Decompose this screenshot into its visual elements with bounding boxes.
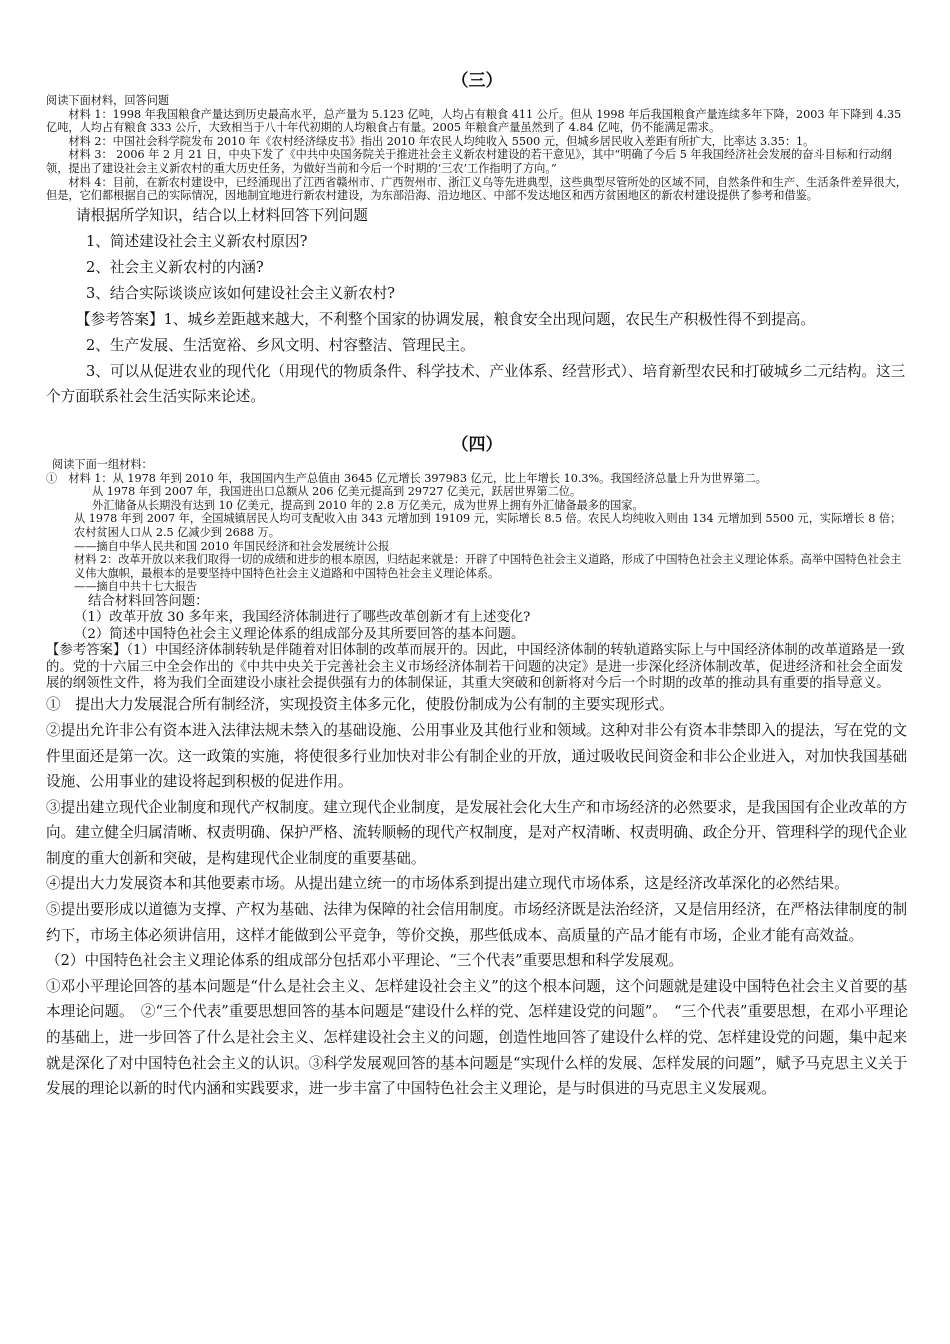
section-3-material-2: 材料 2：中国社会科学院发布 2010 年《农村经济绿皮书》指出 2010 年农民人均纯收入 5500 元，但城乡居民收入差距有所扩大，比率达 3.35：1。 (68, 134, 815, 148)
section-4-point-3: ③提出建立现代企业制度和现代产权制度。建立现代企业制度，是发展社会化大生产和市场经济的必然要求，是我国国有企业改革的方向。建立健全归属清晰、权责明确、保护严格、流转顺畅的现代产权制度，是对产权清晰、权责明确、政企分开、管理科学的现代企业制度的重大创新和突破，是构建现代企业制度的重要基础。 (46, 798, 908, 867)
section-3-intro: 阅读下面材料，回答问题 (46, 94, 170, 107)
section-4-material-2-source: ——摘自中共十七大报告 (74, 580, 198, 594)
section-4-material-2: 材料 2：改革开放以来我们取得一切的成绩和进步的根本原因，归结起来就是：开辟了中国特色社会主义道路，形成了中国特色社会主义理论体系。高举中国特色社会主义伟大旗帜，最根本的是要坚持中国特色社会主义道路和中国特色社会主义理论体系。 (74, 553, 902, 580)
section-4-material-1-line-2: 从 1978 年到 2007 年，我国进出口总额从 206 亿美元提高到 29727 亿美元，跃居世界第二位。 (92, 485, 582, 499)
section-4-material-1-source: ——摘自中华人民共和国 2010 年国民经济和社会发展统计公报 (74, 539, 390, 553)
section-3-material-4: 材料 4：目前，在新农村建设中，已经涌现出了江西省赣州市、广西贺州市、浙江义乌等先进典型，这些典型尽管所处的区域不同，自然条件和生产、生活条件差异很大，但是，它们都根据自己的实际情况，因地制宜地进行新农村建设，为东部沿海、沿边地区、中部不发达地区和西方贫困地区的新农村建设提供了参考和借鉴。 (46, 175, 907, 203)
section-4-answer-2-intro: （2）中国特色社会主义理论体系的组成部分包括邓小平理论、“三个代表”重要思想和科学发展观。 (46, 952, 684, 970)
section-3-answer-1: 【参考答案】1、城乡差距越来越大，不利整个国家的协调发展，粮食安全出现问题，农民生产积极性得不到提高。 (76, 310, 815, 328)
section-3-material-3: 材料 3： 2006 年 2 月 21 日，中央下发了《中共中央国务院关于推进社会主义新农村建设的若干意见》，其中“明确了今后 5 年我国经济社会发展的奋斗目标和行动纲领，提出了建设社会主义新农村的重大历史任务，为做好当前和今后一个时期的‘三农’工作指明了方向。” (46, 148, 892, 175)
section-4-material-1-line-1: ① 材料 1：从 1978 年到 2010 年，我国国内生产总值由 3645 亿元增长 397983 亿元，比上年增长 10.3%。我国经济总量上升为世界第二。 (46, 471, 767, 485)
section-4-point-1: ① 提出大力发展混合所有制经济，实现投资主体多元化，使股份制成为公有制的主要实现形式。 (46, 696, 674, 714)
section-4-point-5: ⑤提出要形成以道德为支撑、产权为基础、法律为保障的社会信用制度。市场经济既是法治经济，又是信用经济，在严格法律制度的制约下，市场主体必须讲信用，这样才能做到公平竞争，等价交换，那些低成本、高质量的产品才能有市场，企业才能有高效益。 (46, 901, 908, 944)
section-4-prompt: 结合材料回答问题： (88, 593, 209, 609)
section-3-answer-3: 3、可以从促进农业的现代化（用现代的物质条件、科学技术、产业体系、经营形式）、培育新型农民和打破城乡二元结构。这三个方面联系社会生活实际来论述。 (46, 362, 906, 406)
section-3-question-1: 1、简述建设社会主义新农村原因? (86, 232, 308, 250)
section-3-prompt: 请根据所学知识，结合以上材料回答下列问题 (76, 206, 368, 224)
section-4-material-1-line-3: 外汇储备从长期没有达到 10 亿美元，提高到 2010 年的 2.8 万亿美元，成为世界上拥有外汇储备最多的国家。 (92, 498, 644, 512)
section-4-answer-intro: 【参考答案】（1）中国经济体制转轨是伴随着对旧体制的改革而展开的。因此，中国经济体制的转轨道路实际上与中国经济体制的改革道路是一致的。党的十六届三中全会作出的《中共中央关于完善社会主义市场经济体制若干问题的决定》是进一步深化经济体制改革，促进经济和社会全面发展的纲领性文件，将为我们全面建设小康社会提供强有力的体制保证，其重大突破和创新将对今后一个时期的改革的推动具有重要的指导意义。 (46, 643, 905, 691)
section-3-question-2: 2、社会主义新农村的内涵? (86, 258, 264, 276)
section-4-answer-2-body: ①邓小平理论回答的基本问题是“什么是社会主义、怎样建设社会主义”的这个根本问题，这个问题就是建设中国特色社会主义首要的基本理论问题。 ②“三个代表”重要思想回答的基本问题是“建设什么样的党、怎样建设党的问题”。 “三个代表”重要思想，在邓小平理论的基础上，进一步回答了什么是社会主义、怎样建设社会主义的问题，创造性地回答了建设什么样的党、怎样建设党的问题，集中起来就是深化了对中国特色社会主义的认识。③科学发展观回答的基本问题是“实现什么样的发展、怎样发展的问题”，赋予马克思主义关于发展的理论以新的时代内涵和实践要求，进一步丰富了中国特色社会主义理论，是与时俱进的马克思主义发展观。 (46, 977, 909, 1098)
section-3-question-3: 3、结合实际谈谈应该如何建设社会主义新农村? (86, 284, 395, 302)
section-3-material-1: 材料 1：1998 年我国粮食产量达到历史最高水平，总产量为 5.123 亿吨，人均占有粮食 411 公斤。但从 1998 年后我国粮食产量连续多年下降，2003 年下降到 4.35 亿吨，人均占有粮食 333 公斤，大致相当于八十年代初期的人均粮食占有量。2005 年粮食产量虽然到了 4.84 亿吨，仍不能满足需求。 (46, 107, 902, 135)
section-4-question-2: （2）简述中国特色社会主义理论体系的组成部分及其所要回答的基本问题。 (74, 626, 525, 642)
section-3-answer-2: 2、生产发展、生活宽裕、乡风文明、村容整洁、管理民主。 (86, 336, 475, 354)
section-4-question-1: （1）改革开放 30 多年来，我国经济体制进行了哪些改革创新才有上述变化? (74, 610, 531, 626)
document-page (46, 70, 908, 1102)
section-4-point-2: ②提出允许非公有资本进入法律法规未禁入的基础设施、公用事业及其他行业和领域。这种对非公有资本非禁即入的提法，写在党的文件里面还是第一次。这一政策的实施，将使很多行业加快对非公有制企业的开放，通过吸收民间资金和非公企业进入，对加快我国基础设施、公用事业的建设将起到积极的促进作用。 (46, 721, 908, 791)
section-4-point-4: ④提出大力发展资本和其他要素市场。从提出建立统一的市场体系到提出建立现代市场体系，这是经济改革深化的必然结果。 (46, 875, 849, 893)
section-4-material-1-line-4: 从 1978 年到 2007 年，全国城镇居民人均可支配收入由 343 元增加到 19109 元，实际增长 8.5 倍。农民人均纯收入则由 134 元增加到 5500 元，实际增长 8 倍；农村贫困人口从 2.5 亿减少到 2688 万。 (74, 512, 902, 539)
section-4-intro: 阅读下面一组材料： (52, 457, 153, 471)
section-4-title: （四） (451, 434, 503, 455)
section-3-title: （三） (451, 71, 503, 91)
